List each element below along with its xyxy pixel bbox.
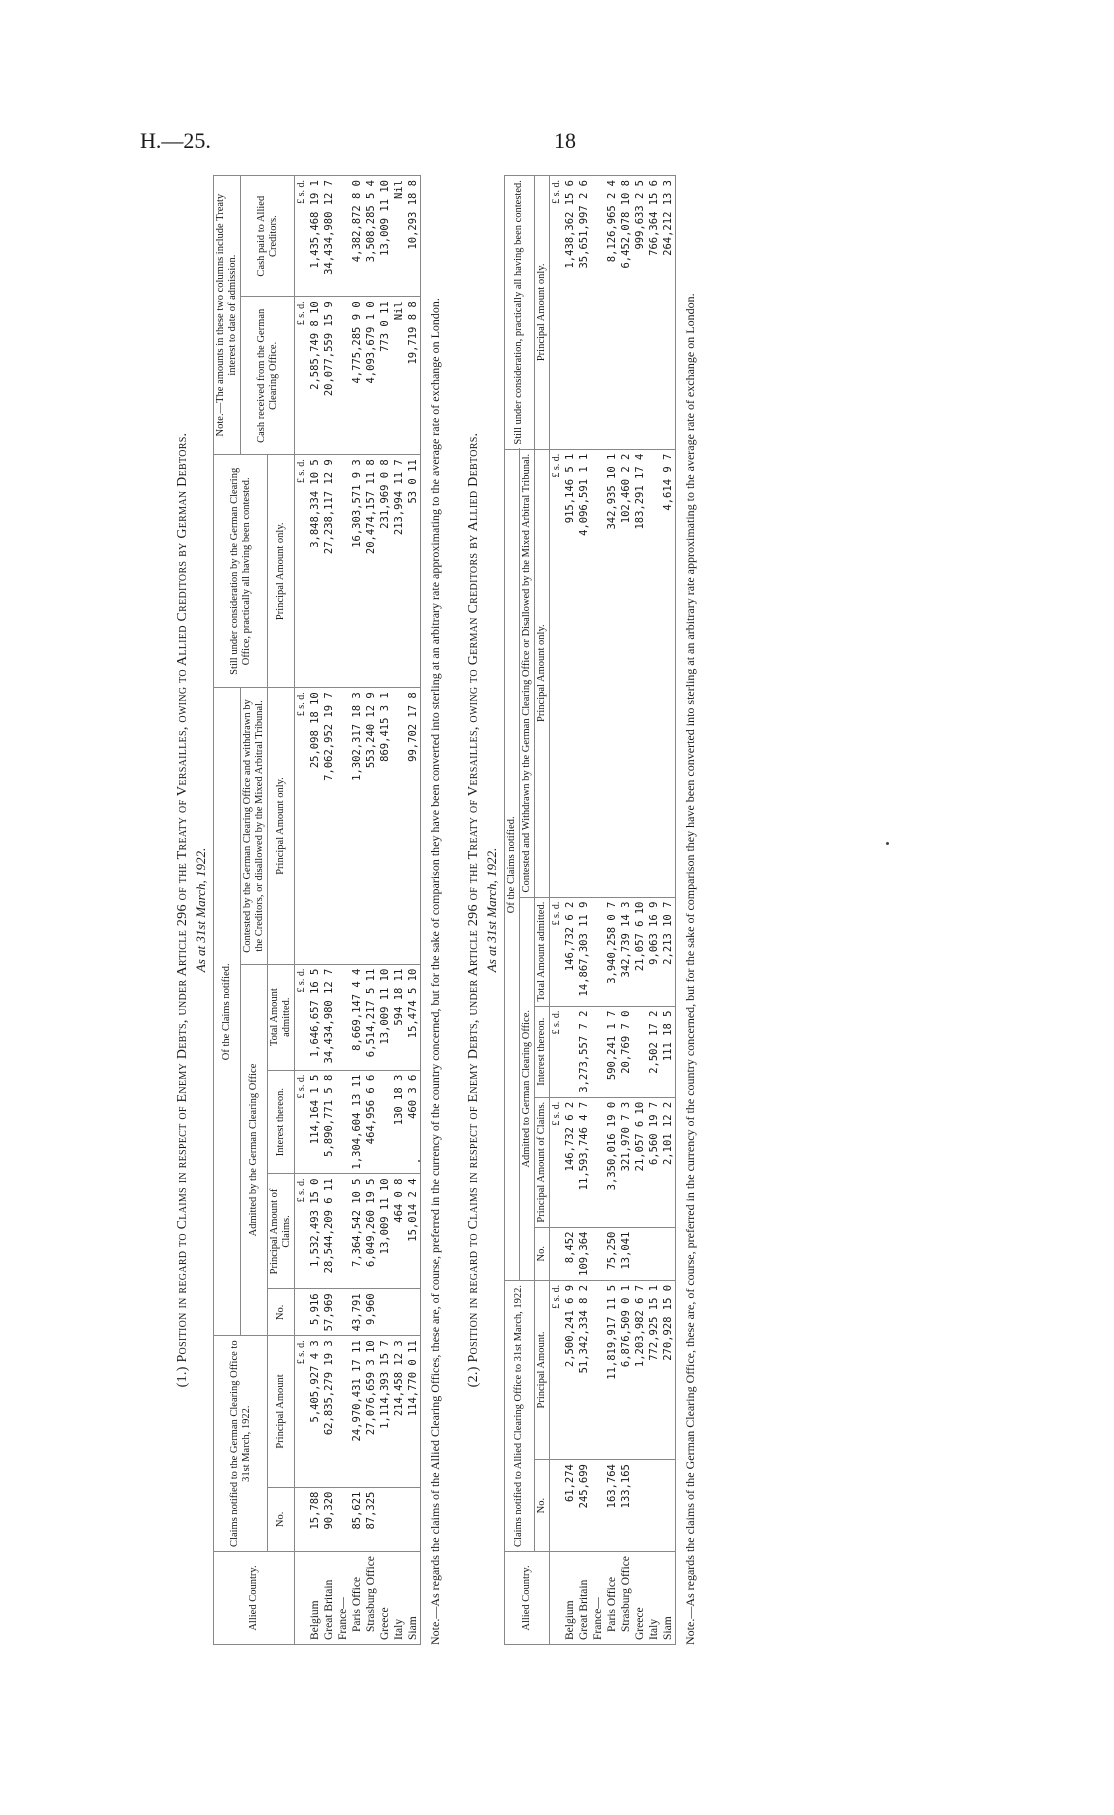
col-claims-notified: Claims notified to Allied Clearing Office to 31st March, 1922. — [504, 1280, 534, 1551]
cell-paid: 34,434,980 12 7 — [322, 176, 336, 297]
cell-still: 8,126,965 2 4 — [605, 176, 619, 450]
cell-cont: 7,062,952 19 7 — [322, 688, 336, 964]
unit-label: £ s. d. — [549, 897, 563, 1006]
cell-tot: 34,434,980 12 7 — [322, 964, 336, 1070]
cell-tot: 342,739 14 3 — [619, 897, 633, 1006]
cell-still — [336, 455, 350, 688]
cell-still: 231,969 0 8 — [378, 455, 392, 688]
cell-cont: 915,146 5 1 — [563, 449, 577, 897]
section2-title: (2.) Position in regard to Claims in respect of Enemy Debts, under Article 296 of the Treaty of Versailles, owing to German Creditors by Allied Debtors. — [465, 432, 481, 1388]
cell-int: 111 18 5 — [661, 1006, 676, 1097]
cell-p2: 13,009 11 10 — [378, 1174, 392, 1289]
cell-tot: 9,063 16 9 — [647, 897, 661, 1006]
unit-label: £ s. d. — [295, 1336, 309, 1487]
table-german-creditors — [504, 175, 676, 1645]
unit-label: £ s. d. — [295, 176, 309, 297]
cell-paid: 10,293 18 8 — [406, 176, 421, 297]
units-row — [295, 176, 309, 1645]
cell-paid: 3,508,285 5 4 — [364, 176, 378, 297]
cell-p2: 321,970 7 3 — [619, 1097, 633, 1227]
cell-p2: 7,364,542 10 5 — [350, 1174, 364, 1289]
page-number: 18 — [554, 128, 576, 153]
cell-paid: Nil — [392, 176, 406, 297]
table-row — [591, 176, 605, 1645]
cell-p2: 6,560 19 7 — [647, 1097, 661, 1227]
cell-p1: 6,876,509 0 1 — [619, 1280, 633, 1459]
cell-country: Great Britain — [322, 1552, 336, 1645]
cell-p2: 28,544,209 6 11 — [322, 1174, 336, 1289]
cell-cont — [336, 688, 350, 964]
col-of-claims: Of the Claims notified. — [214, 688, 241, 1336]
cell-no1 — [661, 1460, 676, 1552]
cell-cont: 869,415 3 1 — [378, 688, 392, 964]
cell-p2 — [336, 1174, 350, 1289]
cell-int: 5,890,771 5 8 — [322, 1070, 336, 1174]
col-principal-claims: Principal Amount of Claims. — [534, 1097, 549, 1227]
cell-p2: 146,732 6 2 — [563, 1097, 577, 1227]
cell-no2: 13,041 — [619, 1227, 633, 1280]
cell-cont: 4,096,591 1 1 — [577, 449, 591, 897]
cell-country: Paris Office — [350, 1552, 364, 1645]
rotated-content — [175, 175, 935, 1645]
cell-recv: 19,719 8 8 — [406, 297, 421, 455]
cell-no2 — [392, 1289, 406, 1336]
cell-tot — [591, 897, 605, 1006]
cell-recv — [336, 297, 350, 455]
unit-label: £ s. d. — [549, 1280, 563, 1459]
cell-p1: 11,819,917 11 5 — [605, 1280, 619, 1459]
cell-tot: 6,514,217 5 11 — [364, 964, 378, 1070]
cell-int — [336, 1070, 350, 1174]
cell-int: 464,956 6 6 — [364, 1070, 378, 1174]
col-principal: Principal Amount. — [534, 1280, 549, 1459]
cell-cont: 183,291 17 4 — [633, 449, 647, 897]
unit-empty — [295, 1487, 309, 1551]
cell-country: Italy — [392, 1552, 406, 1645]
cell-tot: 146,732 6 2 — [563, 897, 577, 1006]
cell-paid: 4,382,872 8 0 — [350, 176, 364, 297]
col-no-admitted: No. — [534, 1227, 549, 1280]
cell-p1: 214,458 12 3 — [392, 1336, 406, 1487]
col-admitted: Admitted to German Clearing Office. — [519, 897, 534, 1280]
cell-tot: 3,940,258 0 7 — [605, 897, 619, 1006]
cell-still — [591, 176, 605, 450]
cell-no1: 90,320 — [322, 1487, 336, 1551]
cell-p1 — [591, 1280, 605, 1459]
cell-p1: 24,970,431 17 11 — [350, 1336, 364, 1487]
cell-tot: 15,474 5 10 — [406, 964, 421, 1070]
cell-no2 — [633, 1227, 647, 1280]
table1-body — [295, 176, 421, 1645]
cell-p1: 2,500,241 6 9 — [563, 1280, 577, 1459]
col-contested: Contested and Withdrawn by the German Clearing Office or Disallowed by the Mixed Arbitral Tribunal. — [519, 449, 534, 897]
cell-no1 — [647, 1460, 661, 1552]
cell-no2: 109,364 — [577, 1227, 591, 1280]
table2-body — [549, 176, 675, 1645]
cell-still: 16,303,571 9 3 — [350, 455, 364, 688]
cell-no2 — [336, 1289, 350, 1336]
col-contested: Contested by the German Clearing Office and withdrawn by the Creditors, or disallowed by the Mixed Arbitral Tribunal. — [241, 688, 268, 964]
col-interest: Interest thereon. — [534, 1006, 549, 1097]
unit-label: £ s. d. — [295, 297, 309, 455]
cell-p1: 1,114,393 15 7 — [378, 1336, 392, 1487]
col-still-principal: Principal Amount only. — [268, 455, 295, 688]
cell-country: Italy — [647, 1552, 661, 1645]
unit-label: £ s. d. — [549, 176, 563, 450]
col-still: Still under consideration by the German Clearing Office, practically all having been contested. — [214, 455, 268, 688]
table-row — [605, 176, 619, 1645]
cell-no1 — [591, 1460, 605, 1552]
unit-label: £ s. d. — [295, 1070, 309, 1174]
table-row — [308, 176, 322, 1645]
cell-country: Great Britain — [577, 1552, 591, 1645]
cell-no1: 245,699 — [577, 1460, 591, 1552]
cell-int — [378, 1070, 392, 1174]
cell-int: 460 3 6 — [406, 1070, 421, 1174]
cell-country: Greece — [378, 1552, 392, 1645]
table-row — [619, 176, 633, 1645]
cell-int: 2,502 17 2 — [647, 1006, 661, 1097]
cell-recv: Nil — [392, 297, 406, 455]
cell-p2 — [591, 1097, 605, 1227]
page-code: H.—25. — [140, 128, 211, 153]
cell-tot: 13,009 11 10 — [378, 964, 392, 1070]
col-cash-received: Cash received from the German Clearing Office. — [241, 297, 295, 455]
cell-int — [563, 1006, 577, 1097]
col-of-claims: Of the Claims notified. — [504, 449, 519, 1280]
cell-cont: 553,240 12 9 — [364, 688, 378, 964]
cell-paid: 13,009 11 10 — [378, 176, 392, 297]
unit-empty — [549, 1460, 563, 1552]
cell-int — [591, 1006, 605, 1097]
cell-country: Paris Office — [605, 1552, 619, 1645]
unit-label: £ s. d. — [549, 1006, 563, 1097]
cell-no1 — [406, 1487, 421, 1551]
col-admitted: Admitted by the German Clearing Office — [241, 964, 268, 1336]
section1-date: As at 31st March, 1922. — [193, 847, 208, 973]
cell-cont: 102,460 2 2 — [619, 449, 633, 897]
table-allied-creditors — [213, 175, 421, 1645]
cell-still: 766,364 15 6 — [647, 176, 661, 450]
cell-no2: 5,916 — [308, 1289, 322, 1336]
units-row — [549, 176, 563, 1645]
cell-still: 35,651,997 2 6 — [577, 176, 591, 450]
cell-p1: 114,770 0 11 — [406, 1336, 421, 1487]
cell-no1: 61,274 — [563, 1460, 577, 1552]
cell-tot: 2,213 10 7 — [661, 897, 676, 1006]
table-row — [647, 176, 661, 1645]
cell-cont: 342,935 10 1 — [605, 449, 619, 897]
table-row — [336, 176, 350, 1645]
cell-tot — [336, 964, 350, 1070]
cell-paid — [336, 176, 350, 297]
cell-p2: 6,049,260 19 5 — [364, 1174, 378, 1289]
cell-int: 3,273,557 7 2 — [577, 1006, 591, 1097]
cell-still: 1,438,362 15 6 — [563, 176, 577, 450]
col-cash-paid: Cash paid to Allied Creditors. — [241, 176, 295, 297]
cell-tot: 14,867,303 11 9 — [577, 897, 591, 1006]
cell-tot: 21,057 6 10 — [633, 897, 647, 1006]
cell-cont — [647, 449, 661, 897]
cell-p1: 51,342,334 8 2 — [577, 1280, 591, 1459]
unit-label: £ s. d. — [295, 1174, 309, 1289]
col-total: Total Amount admitted. — [534, 897, 549, 1006]
ink-speck — [886, 842, 889, 845]
cell-still: 999,633 2 5 — [633, 176, 647, 450]
cell-no1: 163,764 — [605, 1460, 619, 1552]
cell-still: 3,848,334 10 5 — [308, 455, 322, 688]
cell-country: Belgium — [308, 1552, 322, 1645]
cell-no2 — [647, 1227, 661, 1280]
cell-int: 20,769 7 0 — [619, 1006, 633, 1097]
table-row — [563, 176, 577, 1645]
cell-no2: 75,250 — [605, 1227, 619, 1280]
unit-empty — [295, 1552, 309, 1645]
cell-no1: 87,325 — [364, 1487, 378, 1551]
cell-no2 — [661, 1227, 676, 1280]
col-country: Allied Country. — [504, 1552, 549, 1645]
cell-p2: 3,350,016 19 0 — [605, 1097, 619, 1227]
ink-speck — [418, 1160, 420, 1162]
cell-p1: 27,076,659 3 10 — [364, 1336, 378, 1487]
cell-recv: 4,093,679 1 0 — [364, 297, 378, 455]
cell-no2 — [591, 1227, 605, 1280]
unit-empty — [549, 1552, 563, 1645]
cell-int — [633, 1006, 647, 1097]
unit-empty — [549, 1227, 563, 1280]
cell-cont: 1,302,317 18 3 — [350, 688, 364, 964]
cell-no1 — [392, 1487, 406, 1551]
col-no: No. — [268, 1487, 295, 1551]
cell-int: 590,241 1 7 — [605, 1006, 619, 1097]
cell-no1 — [633, 1460, 647, 1552]
col-no-admitted: No. — [268, 1289, 295, 1336]
cell-tot: 1,646,657 16 5 — [308, 964, 322, 1070]
cell-country: France— — [591, 1552, 605, 1645]
cell-tot: 8,669,147 4 4 — [350, 964, 364, 1070]
cell-no2: 8,452 — [563, 1227, 577, 1280]
table-row — [577, 176, 591, 1645]
cell-p2: 21,057 6 10 — [633, 1097, 647, 1227]
col-principal: Principal Amount — [268, 1336, 295, 1487]
cell-cont: 99,702 17 8 — [406, 688, 421, 964]
cell-cont — [591, 449, 605, 897]
cell-country: Strasburg Office — [364, 1552, 378, 1645]
table-row — [661, 176, 676, 1645]
col-still: Still under consideration, practically all having been contested. — [504, 176, 534, 450]
col-still-principal: Principal Amount only. — [534, 176, 549, 450]
cell-no1: 133,165 — [619, 1460, 633, 1552]
cell-no2: 9,960 — [364, 1289, 378, 1336]
cell-still: 20,474,157 11 8 — [364, 455, 378, 688]
table-row — [406, 176, 421, 1645]
cell-recv: 2,585,749 8 10 — [308, 297, 322, 455]
unit-label: £ s. d. — [295, 964, 309, 1070]
unit-empty — [295, 1289, 309, 1336]
cell-still: 53 0 11 — [406, 455, 421, 688]
cell-country: Strasburg Office — [619, 1552, 633, 1645]
cell-p1: 270,928 15 0 — [661, 1280, 676, 1459]
cell-recv: 20,077,559 15 9 — [322, 297, 336, 455]
cell-no1 — [336, 1487, 350, 1551]
unit-label: £ s. d. — [295, 688, 309, 964]
cell-p2: 11,593,746 4 7 — [577, 1097, 591, 1227]
cell-paid: 1,435,468 19 1 — [308, 176, 322, 297]
cell-recv: 4,775,285 9 0 — [350, 297, 364, 455]
cell-still: 213,994 11 7 — [392, 455, 406, 688]
cell-still: 27,238,117 12 9 — [322, 455, 336, 688]
table-row — [350, 176, 364, 1645]
cell-no2 — [378, 1289, 392, 1336]
cell-still: 264,212 13 3 — [661, 176, 676, 450]
col-principal-claims: Principal Amount of Claims. — [268, 1174, 295, 1289]
cell-still: 6,452,078 10 8 — [619, 176, 633, 450]
cell-p1 — [336, 1336, 350, 1487]
cell-country: Siam — [406, 1552, 421, 1645]
cell-p1: 5,405,927 4 3 — [308, 1336, 322, 1487]
cell-no2 — [406, 1289, 421, 1336]
cell-no1: 15,788 — [308, 1487, 322, 1551]
table-row — [392, 176, 406, 1645]
col-claims-notified: Claims notified to the German Clearing Office to 31st March, 1922. — [214, 1336, 268, 1552]
cell-no1 — [378, 1487, 392, 1551]
col-contested-principal: Principal Amount only. — [268, 688, 295, 964]
cell-cont: 25,098 18 10 — [308, 688, 322, 964]
col-interest: Interest thereon. — [268, 1070, 295, 1174]
cell-int: 1,304,604 13 11 — [350, 1070, 364, 1174]
col-note: Note.—The amounts in these two columns include Treaty interest to date of admission. — [214, 176, 241, 455]
cell-country: Greece — [633, 1552, 647, 1645]
section1-note: Note.—As regards the claims of the Allied Clearing Offices, these are, of course, preferred in the currency of the country concerned, but for the sake of comparison they have been converted into sterling at an arbitrary rate approximating to the average rate of exchange on London. — [428, 298, 443, 1645]
table-row — [378, 176, 392, 1645]
cell-int: 114,164 1 5 — [308, 1070, 322, 1174]
cell-p2: 15,014 2 4 — [406, 1174, 421, 1289]
cell-cont — [392, 688, 406, 964]
cell-p1: 62,835,279 19 3 — [322, 1336, 336, 1487]
cell-p1: 1,203,982 6 7 — [633, 1280, 647, 1459]
unit-label: £ s. d. — [549, 1097, 563, 1227]
cell-recv: 773 0 11 — [378, 297, 392, 455]
cell-tot: 594 18 11 — [392, 964, 406, 1070]
cell-p1: 772,925 15 1 — [647, 1280, 661, 1459]
cell-p2: 2,101 12 2 — [661, 1097, 676, 1227]
cell-country: France— — [336, 1552, 350, 1645]
col-no: No. — [534, 1460, 549, 1552]
cell-no1: 85,621 — [350, 1487, 364, 1551]
table-row — [633, 176, 647, 1645]
section2-date: As at 31st March, 1922. — [483, 847, 499, 973]
col-total: Total Amount admitted. — [268, 964, 295, 1070]
table-row — [364, 176, 378, 1645]
cell-p2: 1,532,493 15 0 — [308, 1174, 322, 1289]
cell-p2: 464 0 8 — [392, 1174, 406, 1289]
table-row — [322, 176, 336, 1645]
unit-label: £ s. d. — [549, 449, 563, 897]
unit-label: £ s. d. — [295, 455, 309, 688]
cell-cont: 4,614 9 7 — [661, 449, 676, 897]
section2-note: Note.—As regards the claims of the German Clearing Office, these are, of course, preferred in the currency of the country concerned, but for the sake of comparison they have been converted into sterling at an arbitrary rate approximating to the average rate of exchange on London. — [682, 293, 697, 1645]
col-country: Allied Country. — [214, 1552, 295, 1645]
cell-country: Siam — [661, 1552, 676, 1645]
cell-country: Belgium — [563, 1552, 577, 1645]
section1-title: (1.) Position in regard to Claims in respect of Enemy Debts, under Article 296 of the Treaty of Versailles, owing to Allied Creditors by German Debtors. — [175, 432, 190, 1388]
cell-int: 130 18 3 — [392, 1070, 406, 1174]
col-contested-principal: Principal Amount only. — [534, 449, 549, 897]
cell-no2: 43,791 — [350, 1289, 364, 1336]
cell-no2: 57,969 — [322, 1289, 336, 1336]
